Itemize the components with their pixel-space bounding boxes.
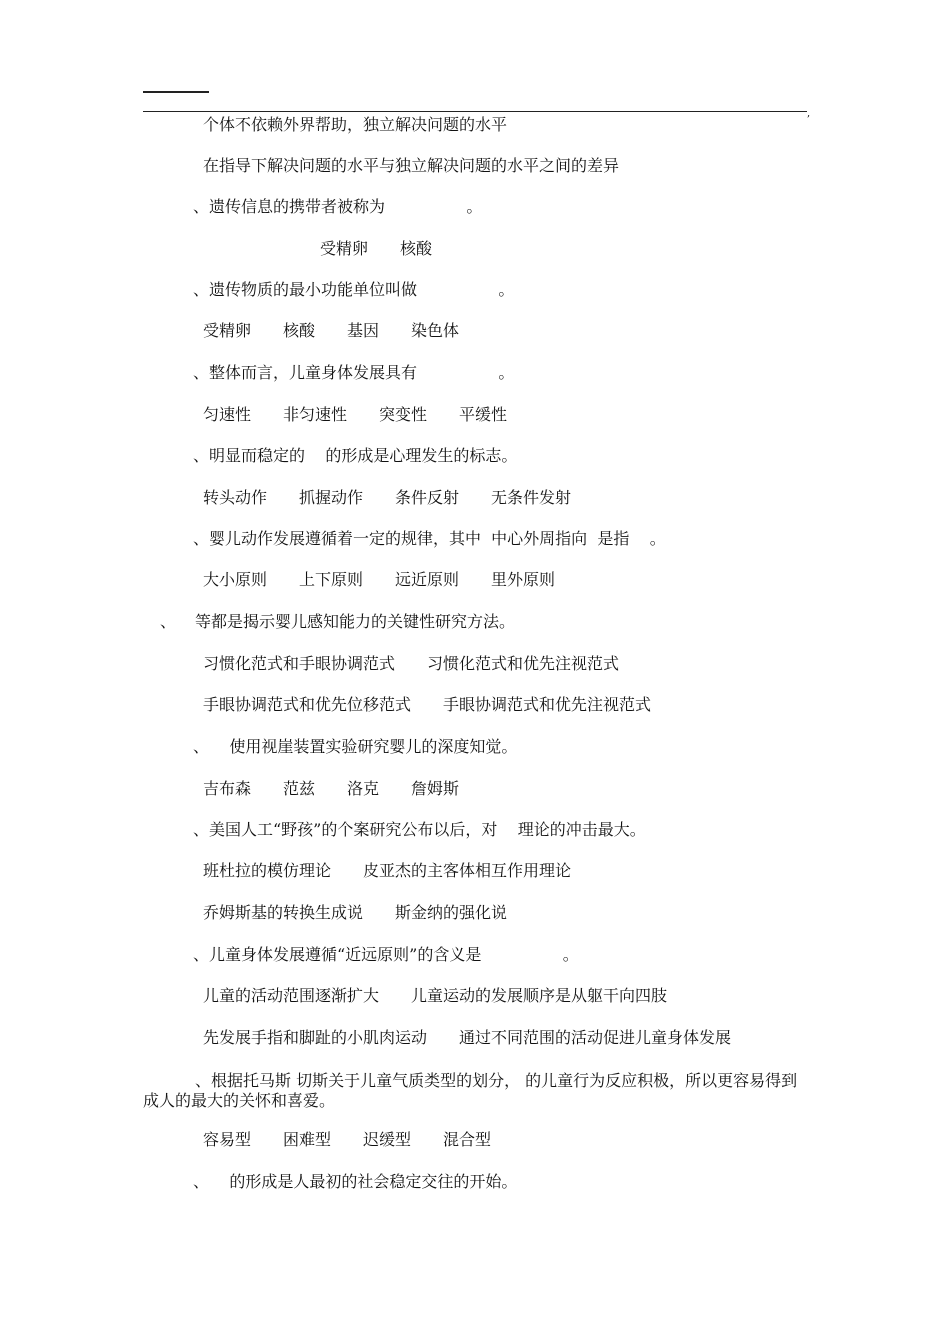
option: 手眼协调范式和优先位移范式 [203, 695, 412, 714]
option-line: 在指导下解决问题的水平与独立解决问题的水平之间的差异 [203, 156, 620, 175]
question-heredity: 、遗传信息的携带者被称为 。 [193, 197, 483, 216]
option: 习惯化范式和优先注视范式 [427, 654, 620, 673]
header-rule [143, 111, 807, 112]
option: 远近原则 [395, 570, 460, 589]
question-unit: 、遗传物质的最小功能单位叫做 。 [193, 280, 515, 299]
options-near-far-b [203, 1028, 763, 1048]
option: 突变性 [379, 405, 428, 424]
option: 条件反射 [395, 488, 460, 507]
options-overall [203, 405, 539, 425]
option: 核酸 [400, 239, 433, 258]
option: 非匀速性 [283, 405, 348, 424]
option: 混合型 [443, 1130, 492, 1149]
option: 迟缓型 [363, 1130, 412, 1149]
option: 习惯化范式和手眼协调范式 [203, 654, 396, 673]
option: 班杜拉的模仿理论 [203, 861, 332, 880]
question-wild-child: 、美国人工“野孩”的个案研究公布以后，对 理论的冲击最大。 [193, 820, 646, 839]
option: 儿童运动的发展顺序是从躯干向四肢 [411, 986, 668, 1005]
option: 乔姆斯基的转换生成说 [203, 903, 364, 922]
option: 先发展手指和脚趾的小肌肉运动 [203, 1028, 428, 1047]
options-cliff [203, 779, 491, 799]
option: 无条件发射 [491, 488, 572, 507]
option: 平缓性 [459, 405, 508, 424]
option: 核酸 [283, 321, 316, 340]
question-mental: 、明显而稳定的 的形成是心理发生的标志。 [193, 446, 518, 465]
question-method-number: 、 [160, 612, 177, 631]
options-method-a [203, 654, 651, 674]
options-thomas [203, 1130, 523, 1150]
header-tick: , [807, 108, 811, 119]
options-near-far-a [203, 986, 699, 1006]
option: 儿童的活动范围逐渐扩大 [203, 986, 380, 1005]
options-mental [203, 488, 603, 508]
option: 困难型 [283, 1130, 332, 1149]
header-short-rule [143, 91, 209, 93]
option: 范兹 [283, 779, 316, 798]
option: 手眼协调范式和优先注视范式 [443, 695, 652, 714]
question-thomas: 、根据托马斯 切斯关于儿童气质类型的划分， 的儿童行为反应积极，所以更容易得到成人的最大的关怀和喜爱。 [143, 1071, 798, 1110]
option: 容易型 [203, 1130, 252, 1149]
option: 抓握动作 [299, 488, 364, 507]
question-social: 、 的形成是人最初的社会稳定交往的开始。 [193, 1172, 518, 1191]
question-method: 等都是揭示婴儿感知能力的关键性研究方法。 [195, 612, 516, 631]
option: 里外原则 [491, 570, 556, 589]
question-overall: 、整体而言，儿童身体发展具有 。 [193, 363, 515, 382]
options-method-b [203, 695, 683, 715]
option: 受精卵 [203, 321, 252, 340]
question-motor: 、婴儿动作发展遵循着一定的规律，其中 中心外周指向 是指 。 [193, 529, 666, 548]
option: 染色体 [411, 321, 460, 340]
option: 斯金纳的强化说 [395, 903, 508, 922]
option: 吉布森 [203, 779, 252, 798]
option: 洛克 [347, 779, 380, 798]
question-cliff: 、 使用视崖装置实验研究婴儿的深度知觉。 [193, 737, 518, 756]
question-near-far: 、儿童身体发展遵循“近远原则”的含义是 。 [193, 945, 579, 964]
options-wild-a [203, 861, 603, 881]
option: 转头动作 [203, 488, 268, 507]
option: 皮亚杰的主客体相互作用理论 [363, 861, 572, 880]
option: 匀速性 [203, 405, 252, 424]
option: 詹姆斯 [411, 779, 460, 798]
option: 通过不同范围的活动促进儿童身体发展 [459, 1028, 732, 1047]
options-wild-b [203, 903, 539, 923]
option: 基因 [347, 321, 380, 340]
options-heredity [320, 239, 464, 259]
option: 上下原则 [299, 570, 364, 589]
option: 受精卵 [320, 239, 369, 258]
option-line: 个体不依赖外界帮助，独立解决问题的水平 [203, 115, 508, 134]
options-unit [203, 321, 491, 341]
option: 大小原则 [203, 570, 268, 589]
options-motor [203, 570, 587, 590]
